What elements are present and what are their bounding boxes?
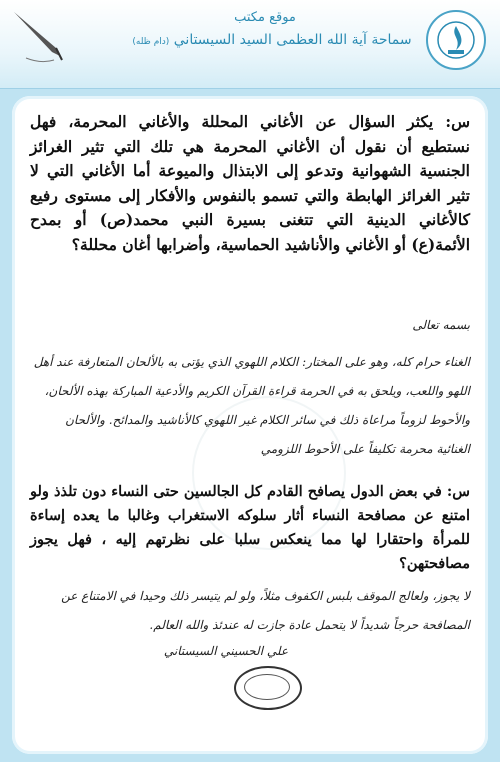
site-header: [0, 0, 500, 89]
signature: علي الحسيني السيستاني: [163, 644, 288, 658]
answer-2: لا يجوز، ولعالج الموقف بلبس الكفوف مثلاً، ولو لم يتيسر ذلك وحيدا في الامتناع عن المصافحة حرجاً شديداً لا يتحمل عادة جازت له عندئذ والله العالم.: [61, 589, 470, 632]
site-label: موقع مكتب: [234, 10, 296, 25]
seal-stamp: [234, 666, 302, 710]
honorific: (دام ظله): [132, 37, 170, 47]
answer-1: الغناء حرام كله، وهو على المختار: الكلام اللهوي الذي يؤتى به بالألحان المتعارفة عند أهل اللهو واللعب، ويلحق به في الحرمة قراءة القرآن الكريم والأدعية المباركة بهذه الألحان، والأحوط لزوماً مراعاة ذلك في سائر الكلام غير اللهوي كالأناشيد والمدائح. والألحان الغنائية محرمة تكليفاً على الأحوط اللزومي: [33, 355, 470, 456]
content-card: [12, 96, 488, 754]
seal-stamp-inner: [244, 674, 290, 700]
site-logo[interactable]: [426, 10, 486, 70]
flame-emblem-icon: [436, 20, 476, 60]
site-title-text: سماحة آية الله العظمى السيد السيستاني: [173, 32, 412, 48]
answer-1-basmala: بسمه تعالى: [412, 318, 470, 332]
question-1: س: يكثر السؤال عن الأغاني المحللة والأغاني المحرمة، فهل نستطيع أن نقول أن الأغاني المحرمة هي تلك التي تثير الغرائز الجنسية الشهوانية وتدعو إلى الابتذال والميوعة أما الأغاني التي لا تثير الغرائز الهابطة والتي تسمو بالنفوس والأفكار إلى مستوى رفيع كالأغاني الدينية التي تتغنى بسيرة النبي محمد(ص) أو بمدح الأئمة(ع) أو الأغاني والأناشيد الحماسية، وأضرابها أغان محللة؟: [30, 112, 470, 254]
pen-icon: [6, 4, 76, 74]
site-title[interactable]: [110, 32, 430, 48]
question-2: س: في بعض الدول يصافح القادم كل الجالسين حتى النساء دون تلذذ ولو امتنع عن مصافحة النساء أثار سلوكه الاستغراب وغالبا ما يعده إساءة للمرأة واحتقارا لها مما ينعكس سلبا على نظرتهم إليه ، فهل يجوز مصافحتهن؟: [30, 483, 470, 572]
